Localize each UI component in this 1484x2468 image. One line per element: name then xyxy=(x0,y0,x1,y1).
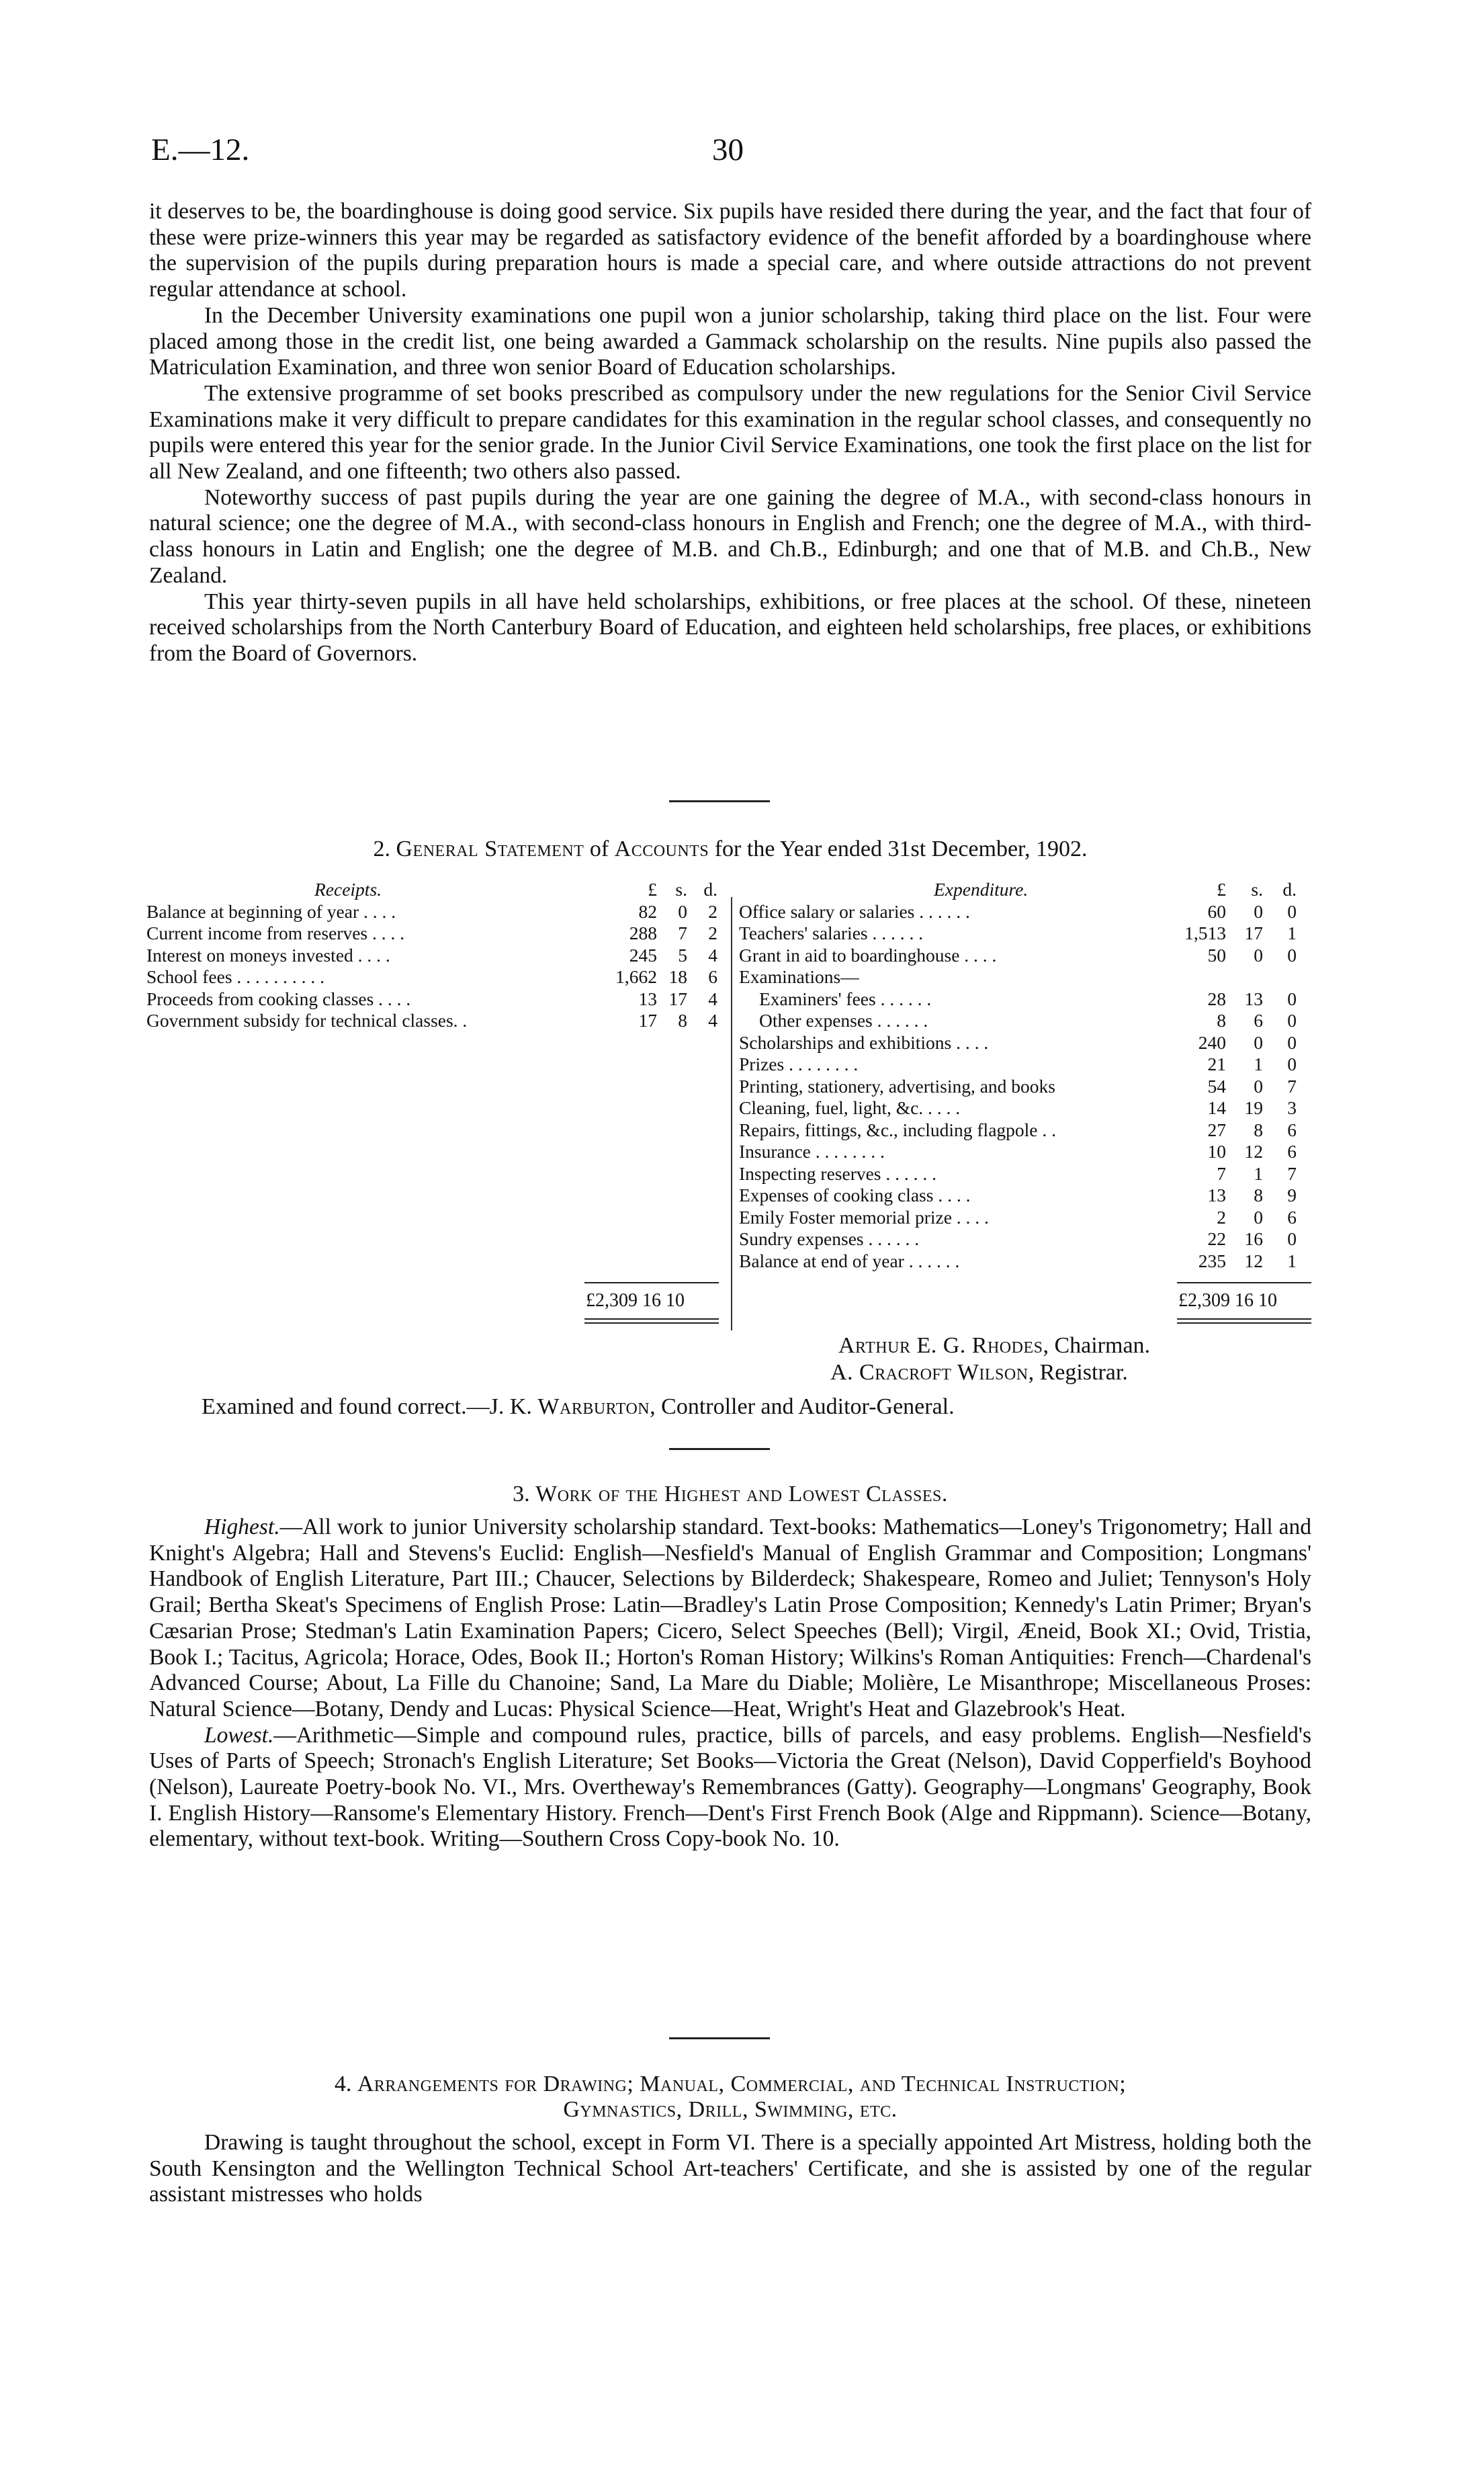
section4-title-line-1: Arrangements for Drawing; Manual, Commercial, and Technical Instruction; xyxy=(357,2072,1127,2096)
expenditure-label: Grant in aid to boardinghouse . . . . xyxy=(739,944,997,966)
expenditure-label: Emily Foster memorial prize . . . . xyxy=(739,1206,989,1228)
receipts-d: 2 xyxy=(708,900,717,922)
receipts-pounds: 245 xyxy=(629,944,657,966)
section-divider-3 xyxy=(669,2037,770,2039)
expenditure-s: 19 xyxy=(1244,1097,1263,1118)
registrar-name: A. Cracroft Wilson xyxy=(830,1360,1029,1385)
receipts-row xyxy=(146,988,724,1011)
expenditure-row xyxy=(739,1228,1317,1250)
expenditure-d: 1 xyxy=(1287,923,1297,943)
lowest-paragraph xyxy=(149,1723,1311,1853)
intro-text xyxy=(149,199,1311,667)
receipts-pounds: 17 xyxy=(638,1010,657,1031)
receipts-total: £2,309 16 10 xyxy=(586,1290,685,1311)
expenditure-label: Prizes . . . . . . . . xyxy=(739,1054,859,1074)
expenditure-row xyxy=(739,945,1317,967)
expenditure-d: 0 xyxy=(1287,900,1297,922)
expenditure-pounds: 54 xyxy=(1207,1075,1226,1097)
expenditure-s: 13 xyxy=(1244,988,1263,1009)
expenditure-pounds: 8 xyxy=(1217,1010,1226,1031)
receipts-label: Current income from reserves . . . . xyxy=(146,923,405,943)
section3-number: 3. xyxy=(513,1482,536,1506)
expenditure-d: 0 xyxy=(1287,1010,1297,1031)
expenditure-pounds: 10 xyxy=(1207,1141,1226,1162)
receipts-d: 4 xyxy=(708,1010,717,1031)
expenditure-s: 6 xyxy=(1254,1010,1263,1031)
section4-heading-line-1 xyxy=(149,2072,1311,2097)
expenditure-pounds: 2 xyxy=(1217,1206,1226,1228)
page-number: 30 xyxy=(712,132,744,167)
receipts-pounds: 13 xyxy=(638,988,657,1009)
expenditure-row xyxy=(739,1119,1317,1142)
accounts-heading-number: 2. xyxy=(373,837,396,861)
expenditure-pounds: 27 xyxy=(1207,1119,1226,1140)
accounts-heading-mid: of xyxy=(584,837,615,861)
section3-heading xyxy=(149,1482,1311,1507)
expenditure-s: 8 xyxy=(1254,1185,1263,1205)
receipts-label: Interest on moneys invested . . . . xyxy=(146,944,390,966)
expenditure-d: 6 xyxy=(1287,1206,1297,1228)
receipts-row xyxy=(146,966,724,988)
receipts-s: 8 xyxy=(678,1010,687,1031)
highest-text: —All work to junior University scholarship standard. Text-books: Mathematics—Loney's Trigonometry; Hall and Knight's Algebra; Hall and Stevens's Euclid: English—Nesfield's Manual of English Grammar and Composition; Longmans' Handbook of English Literature, Part III.; Chaucer, Selections by Bilderdeck; Shakespeare, Romeo and Juliet; Tennyson's Holy Grail; Bertha Skeat's Specimens of English Prose: Latin—Bradley's Latin Prose Composition; Kennedy's Latin Primer; Bryan's Cæsarian Prose; Stedman's Latin Examination Papers; Cicero, Select Speeches (Bell); Virgil, Æneid, Book XI.; Ovid, Tristia, Book I.; Tacitus, Agricola; Horace, Odes, Book II.; Horton's Roman History; Wilkins's Roman Antiquities: French—Chardenal's Advanced Course; About, La Fille du Chanoine; Sand, La Mare du Diable; Molière, Le Misanthrope; Miscellaneous Proses: Natural Science—Botany, Dendy and Lucas: Physical Science—Heat, Wright's Heat and Glazebrook's Heat. xyxy=(149,1515,1311,1721)
receipts-rows xyxy=(146,901,724,1032)
expenditure-label: Insurance . . . . . . . . xyxy=(739,1141,885,1162)
expenditure-row xyxy=(739,966,1317,988)
chairman-name: Arthur E. G. Rhodes xyxy=(838,1333,1043,1358)
registrar-title: , Registrar. xyxy=(1028,1360,1128,1385)
receipts-row xyxy=(146,1010,724,1032)
expenditure-label: Other expenses . . . . . . xyxy=(759,1010,928,1031)
expenditure-s: 17 xyxy=(1244,923,1263,943)
registrar-signature xyxy=(830,1360,1128,1386)
chairman-signature xyxy=(838,1333,1150,1359)
receipts-col-d: d. xyxy=(703,879,717,900)
intro-paragraph-2: In the December University examinations one pupil won a junior scholarship, taking third place on the list. Four were placed among those in the credit list, one being awarded a Gammack scholarship on the results. Nine pupils also passed the Matriculation Examination, and three won senior Board of Education scholarships. xyxy=(149,302,1311,380)
expenditure-d: 0 xyxy=(1287,1031,1297,1053)
expenditure-pounds: 14 xyxy=(1207,1097,1226,1118)
receipts-table xyxy=(146,879,724,1032)
expenditure-total-double-rule-1 xyxy=(1177,1318,1311,1320)
expenditure-row xyxy=(739,1097,1317,1119)
section3-title: Work of the Highest and Lowest Classes. xyxy=(535,1482,948,1506)
accounts-heading xyxy=(149,837,1311,862)
expenditure-label: Repairs, fittings, &c., including flagpole . . xyxy=(739,1119,1056,1140)
expenditure-label: Scholarships and exhibitions . . . . xyxy=(739,1031,989,1053)
expenditure-pounds: 60 xyxy=(1207,900,1226,922)
section4-paragraph: Drawing is taught throughout the school, except in Form VI. There is a specially appointed Art Mistress, holding both the South Kensington and the Wellington Technical School Art-teachers' Certificate, and she is assisted by one of the regular assistant mistresses who holds xyxy=(149,2130,1311,2207)
receipts-total-rule xyxy=(584,1282,719,1283)
receipts-header: Receipts. xyxy=(314,879,382,900)
expenditure-d: 6 xyxy=(1287,1119,1297,1140)
expenditure-s: 0 xyxy=(1254,944,1263,966)
intro-paragraph-4: Noteworthy success of past pupils during the year are one gaining the degree of M.A., with second-class honours in natural science; one the degree of M.A., with second-class honours in English and French; one the degree of M.A., with third-class honours in Latin and English; one the degree of M.B. and Ch.B., Edinburgh; and one that of M.B. and Ch.B., New Zealand. xyxy=(149,484,1311,588)
expenditure-label: Printing, stationery, advertising, and books xyxy=(739,1075,1056,1097)
receipts-d: 2 xyxy=(708,923,717,943)
expenditure-s: 1 xyxy=(1254,1162,1263,1184)
expenditure-d: 0 xyxy=(1287,1228,1297,1249)
expenditure-header-row xyxy=(739,879,1317,901)
receipts-col-pound: £ xyxy=(648,879,657,900)
expenditure-pounds: 1,513 xyxy=(1184,923,1226,943)
expenditure-table xyxy=(739,879,1317,1272)
expenditure-s: 0 xyxy=(1254,1206,1263,1228)
expenditure-d: 0 xyxy=(1287,944,1297,966)
receipts-row xyxy=(146,901,724,923)
receipts-d: 4 xyxy=(708,944,717,966)
receipts-label: Proceeds from cooking classes . . . . xyxy=(146,988,411,1009)
section4-title-line-2: Gymnastics, Drill, Swimming, etc. xyxy=(563,2097,898,2122)
expenditure-label: Balance at end of year . . . . . . xyxy=(739,1250,960,1271)
receipts-s: 5 xyxy=(678,944,687,966)
intro-paragraph-1: it deserves to be, the boardinghouse is doing good service. Six pupils have resided there during the year, and the fact that four of these were prize-winners this year may be regarded as satisfactory evidence of the benefit afforded by a boardinghouse where the supervision of the pupils during preparation hours is made a special care, and where outside attractions do not prevent regular attendance at school. xyxy=(149,199,1311,302)
expenditure-pounds: 22 xyxy=(1207,1228,1226,1249)
expenditure-row xyxy=(739,1054,1317,1076)
accounts-heading-sc-2: Accounts xyxy=(614,837,709,861)
expenditure-label: Sundry expenses . . . . . . xyxy=(739,1228,920,1249)
lowest-text: —Arithmetic—Simple and compound rules, practice, bills of parcels, and easy problems. English—Nesfield's Uses of Parts of Speech; Stronach's English Literature; Set Books—Victoria the Great (Nelson), David Copperfield's Boyhood (Nelson), Laureate Poetry-book No. VI., Mrs. Overtheway's Remembrances (Gatty). Geography—Longmans' Geography, Book I. English History—Ransome's Elementary History. French—Dent's First French Book (Alge and Rippmann). Science—Botany, elementary, without text-book. Writing—Southern Cross Copy-book No. 10. xyxy=(149,1722,1311,1852)
receipts-col-s: s. xyxy=(675,879,687,900)
receipts-row xyxy=(146,945,724,967)
receipts-pounds: 288 xyxy=(629,923,657,943)
expenditure-rows xyxy=(739,901,1317,1273)
expenditure-pounds: 7 xyxy=(1217,1162,1226,1184)
expenditure-pounds: 13 xyxy=(1207,1185,1226,1205)
expenditure-label: Expenses of cooking class . . . . xyxy=(739,1185,971,1205)
accounts-heading-sc-1: General Statement xyxy=(396,837,584,861)
expenditure-header: Expenditure. xyxy=(934,879,1029,900)
auditor-name: Warburton xyxy=(537,1394,650,1419)
highest-paragraph xyxy=(149,1515,1311,1723)
expenditure-row xyxy=(739,1207,1317,1229)
expenditure-col-s: s. xyxy=(1251,879,1263,900)
receipts-s: 17 xyxy=(668,988,687,1009)
receipts-total-double-rule-2 xyxy=(584,1322,719,1324)
receipts-d: 4 xyxy=(708,988,717,1009)
intro-paragraph-3: The extensive programme of set books prescribed as compulsory under the new regulations for the Senior Civil Service Examinations make it very difficult to prepare candidates for this examination in the regular school classes, and consequently no pupils were entered this year for the senior grade. In the Junior Civil Service Examinations, one took the first place on the list for all New Zealand, and one fifteenth; two others also passed. xyxy=(149,380,1311,484)
expenditure-label: Examinations— xyxy=(739,966,859,987)
expenditure-d: 3 xyxy=(1287,1097,1297,1118)
expenditure-label: Examiners' fees . . . . . . xyxy=(759,988,932,1009)
expenditure-col-pound: £ xyxy=(1217,879,1226,900)
expenditure-d: 6 xyxy=(1287,1141,1297,1162)
receipts-d: 6 xyxy=(708,966,717,987)
accounts-heading-suffix: for the Year ended 31st December, 1902. xyxy=(709,837,1088,861)
expenditure-row xyxy=(739,1185,1317,1207)
receipts-label: Government subsidy for technical classes. . xyxy=(146,1010,468,1031)
expenditure-total: £2,309 16 10 xyxy=(1178,1290,1277,1311)
expenditure-label: Inspecting reserves . . . . . . xyxy=(739,1162,937,1184)
expenditure-total-rule xyxy=(1177,1282,1311,1283)
expenditure-pounds: 50 xyxy=(1207,944,1226,966)
section4-heading xyxy=(149,2072,1311,2123)
lowest-label: Lowest. xyxy=(204,1722,274,1748)
expenditure-label: Cleaning, fuel, light, &c. . . . . xyxy=(739,1097,961,1118)
chairman-title: , Chairman. xyxy=(1043,1333,1151,1358)
expenditure-d: 7 xyxy=(1287,1162,1297,1184)
expenditure-row xyxy=(739,1010,1317,1032)
expenditure-row xyxy=(739,1141,1317,1163)
expenditure-pounds: 21 xyxy=(1207,1054,1226,1074)
expenditure-d: 0 xyxy=(1287,988,1297,1009)
expenditure-row xyxy=(739,1032,1317,1054)
expenditure-row xyxy=(739,901,1317,923)
expenditure-s: 8 xyxy=(1254,1119,1263,1140)
intro-paragraph-5: This year thirty-seven pupils in all have held scholarships, exhibitions, or free places at the school. Of these, nineteen received scholarships from the North Canterbury Board of Education, and eighteen held scholarships, free places, or exhibitions from the Board of Governors. xyxy=(149,589,1311,666)
expenditure-d: 1 xyxy=(1287,1250,1297,1271)
section4-text xyxy=(149,2130,1311,2208)
receipts-label: Balance at beginning of year . . . . xyxy=(146,900,396,922)
expenditure-d: 0 xyxy=(1287,1054,1297,1074)
expenditure-s: 16 xyxy=(1244,1228,1263,1249)
section4-number: 4. xyxy=(334,2072,357,2096)
section3-text xyxy=(149,1515,1311,1853)
expenditure-label: Teachers' salaries . . . . . . xyxy=(739,923,924,943)
expenditure-row xyxy=(739,923,1317,945)
receipts-s: 0 xyxy=(678,900,687,922)
auditor-prefix: Examined and found correct.—J. K. xyxy=(202,1394,538,1419)
expenditure-total-double-rule-2 xyxy=(1177,1322,1311,1324)
expenditure-row xyxy=(739,1250,1317,1273)
report-reference: E.—12. xyxy=(151,132,250,167)
expenditure-row xyxy=(739,1076,1317,1098)
section-divider-2 xyxy=(669,1448,770,1450)
expenditure-d: 9 xyxy=(1287,1185,1297,1205)
expenditure-s: 1 xyxy=(1254,1054,1263,1074)
expenditure-d: 7 xyxy=(1287,1075,1297,1097)
expenditure-row xyxy=(739,1163,1317,1185)
expenditure-s: 0 xyxy=(1254,900,1263,922)
expenditure-s: 0 xyxy=(1254,1031,1263,1053)
expenditure-label: Office salary or salaries . . . . . . xyxy=(739,900,970,922)
receipts-pounds: 82 xyxy=(638,900,657,922)
expenditure-s: 12 xyxy=(1244,1250,1263,1271)
expenditure-row xyxy=(739,988,1317,1011)
auditor-title: , Controller and Auditor-General. xyxy=(650,1394,955,1419)
expenditure-s: 12 xyxy=(1244,1141,1263,1162)
highest-label: Highest. xyxy=(204,1515,280,1539)
accounts-vertical-divider xyxy=(731,897,732,1330)
section-divider-1 xyxy=(669,800,770,802)
expenditure-pounds: 240 xyxy=(1198,1031,1226,1053)
receipts-s: 18 xyxy=(668,966,687,987)
expenditure-col-d: d. xyxy=(1282,879,1297,900)
receipts-s: 7 xyxy=(678,923,687,943)
expenditure-pounds: 235 xyxy=(1198,1250,1226,1271)
receipts-total-double-rule-1 xyxy=(584,1318,719,1320)
receipts-header-row xyxy=(146,879,724,901)
receipts-label: School fees . . . . . . . . . . xyxy=(146,966,325,987)
receipts-row xyxy=(146,923,724,945)
receipts-pounds: 1,662 xyxy=(615,966,657,987)
expenditure-pounds: 28 xyxy=(1207,988,1226,1009)
auditor-statement xyxy=(202,1394,955,1420)
expenditure-s: 0 xyxy=(1254,1075,1263,1097)
